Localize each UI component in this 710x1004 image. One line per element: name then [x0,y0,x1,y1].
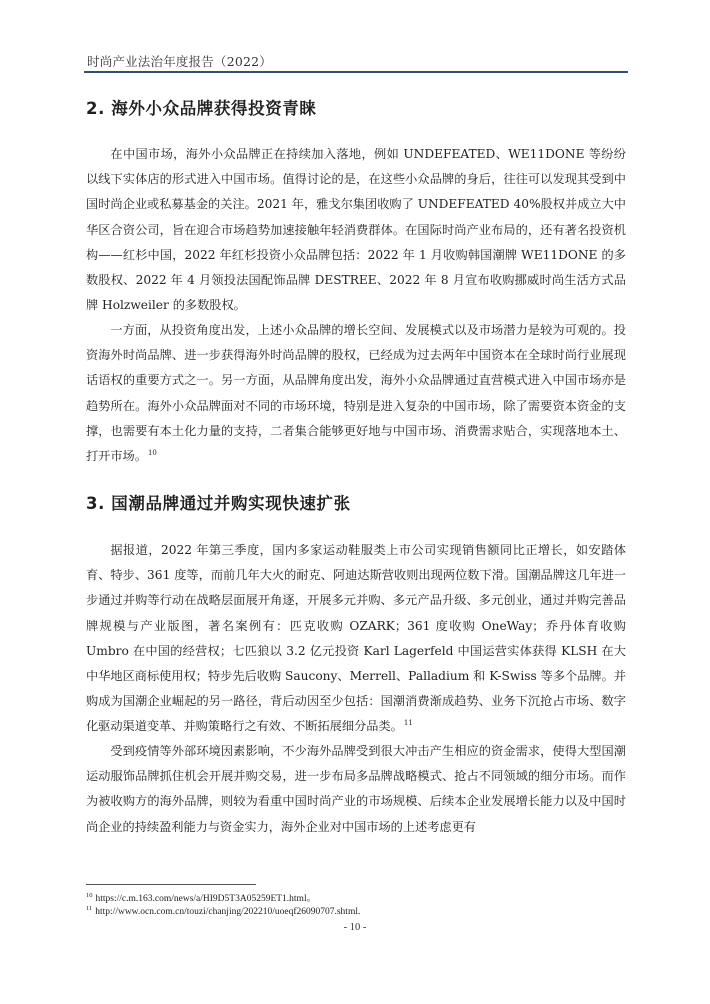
footnote-number: 11 [86,905,93,912]
paragraph-4 [86,739,626,840]
footnote-ref-10[interactable]: 10 [147,448,157,457]
paragraph-text: 受到疫情等外部环境因素影响，不少海外品牌受到很大冲击产生相应的资金需求，使得大型国潮运动服饰品牌抓住机会开展并购交易，进一步布局多品牌战略模式、抢占不同领域的细分市场。而作为被收购方的海外品牌，则较为看重中国时尚产业的市场规模、后续本企业发展增长能力以及中国时尚企业的持续盈利能力与资金实力，海外企业对中国市场的上述考虑更有 [86,744,626,834]
paragraph-3 [86,538,626,740]
header-rule [84,71,628,73]
paragraph-text: 一方面，从投资角度出发，上述小众品牌的增长空间、发展模式以及市场潜力是较为可观的。投资海外时尚品牌、进一步获得海外时尚品牌的股权，已经成为过去两年中国资本在全球时尚行业展现话语权的重要方式之一。另一方面，从品牌角度出发，海外小众品牌通过直营模式进入中国市场亦是趋势所在。海外小众品牌面对不同的市场环境，特别是进入复杂的中国市场，除了需要资本资金的支撑，也需要有本土化力量的支持，二者集合能够更好地与中国市场、消费需求贴合，实现落地本土、打开市场。 [86,323,626,464]
footnote-ref-11[interactable]: 11 [403,719,413,728]
section-heading-3: 3. 国潮品牌通过并购实现快速扩张 [86,494,351,513]
paragraph-text: 在中国市场，海外小众品牌正在持续加入落地，例如 UNDEFEATED、WE11DONE 等纷纷以线下实体店的形式进入中国市场。值得讨论的是，在这些小众品牌的身后，往往可以发现其受到中国时尚企业或私募基金的关注。2021 年，雅戈尔集团收购了 UNDEFEATED 40%股权并成立大中华区合资公司，旨在迎合市场趋势加速接触年轻消费群体。在国际时尚产业布局的，还有著名投资机构——红杉中国，2022 年红杉投资小众品牌包括：2022 年 1 月收购韩国潮牌 WE11DONE 的多数股权、2022 年 4 月领投法国配饰品牌 DESTREE、2022 年 8 月宣布收购挪威时尚生活方式品牌 Holzweiler 的多数股权。 [86,147,626,313]
footnote-link[interactable]: https://c.m.163.com/news/a/HI9D5T3A05259ET1.html。 [95,894,317,904]
paragraph-text: 据报道，2022 年第三季度，国内多家运动鞋服类上市公司实现销售额同比正增长，如安踏体育、特步、361 度等，而前几年大火的耐克、阿迪达斯营收则出现两位数下滑。国潮品牌这几年进一步通过并购等行动在战略层面展开角逐，开展多元并购、多元产品升级、多元创业，通过并购完善品牌规模与产业版图，著名案例有：匹克收购 OZARK；361 度收购 OneWay；乔丹体育收购 Umbro 在中国的经营权；七匹狼以 3.2 亿元投资 Karl Lagerfeld 中国运营实体获得 KLSH 在大中华地区商标使用权；特步先后收购 Saucony、Merrell、Palladium 和 K-Swiss 等多个品牌。并购成为国潮企业崛起的另一路径，背后动因至少包括：国潮消费渐成趋势、业务下沉抢占市场、数字化驱动渠道变革、并购策略行之有效、不断拓展细分品类。 [86,543,626,734]
footnote-number: 10 [86,891,93,899]
page-number: - 10 - [343,922,367,933]
paragraph-1 [86,142,626,318]
section-heading-2: 2. 海外小众品牌获得投资青睐 [86,99,317,118]
running-header-title: 时尚产业法治年度报告（2022） [87,54,273,69]
footnote-rule [86,884,256,885]
paragraph-2 [86,318,626,469]
footnote-11 [86,905,360,917]
footnote-link[interactable]: http://www.ocn.com.cn/touzi/chanjing/202210/uoeqf26090707.shtml. [95,907,361,918]
footnote-10 [86,890,316,904]
